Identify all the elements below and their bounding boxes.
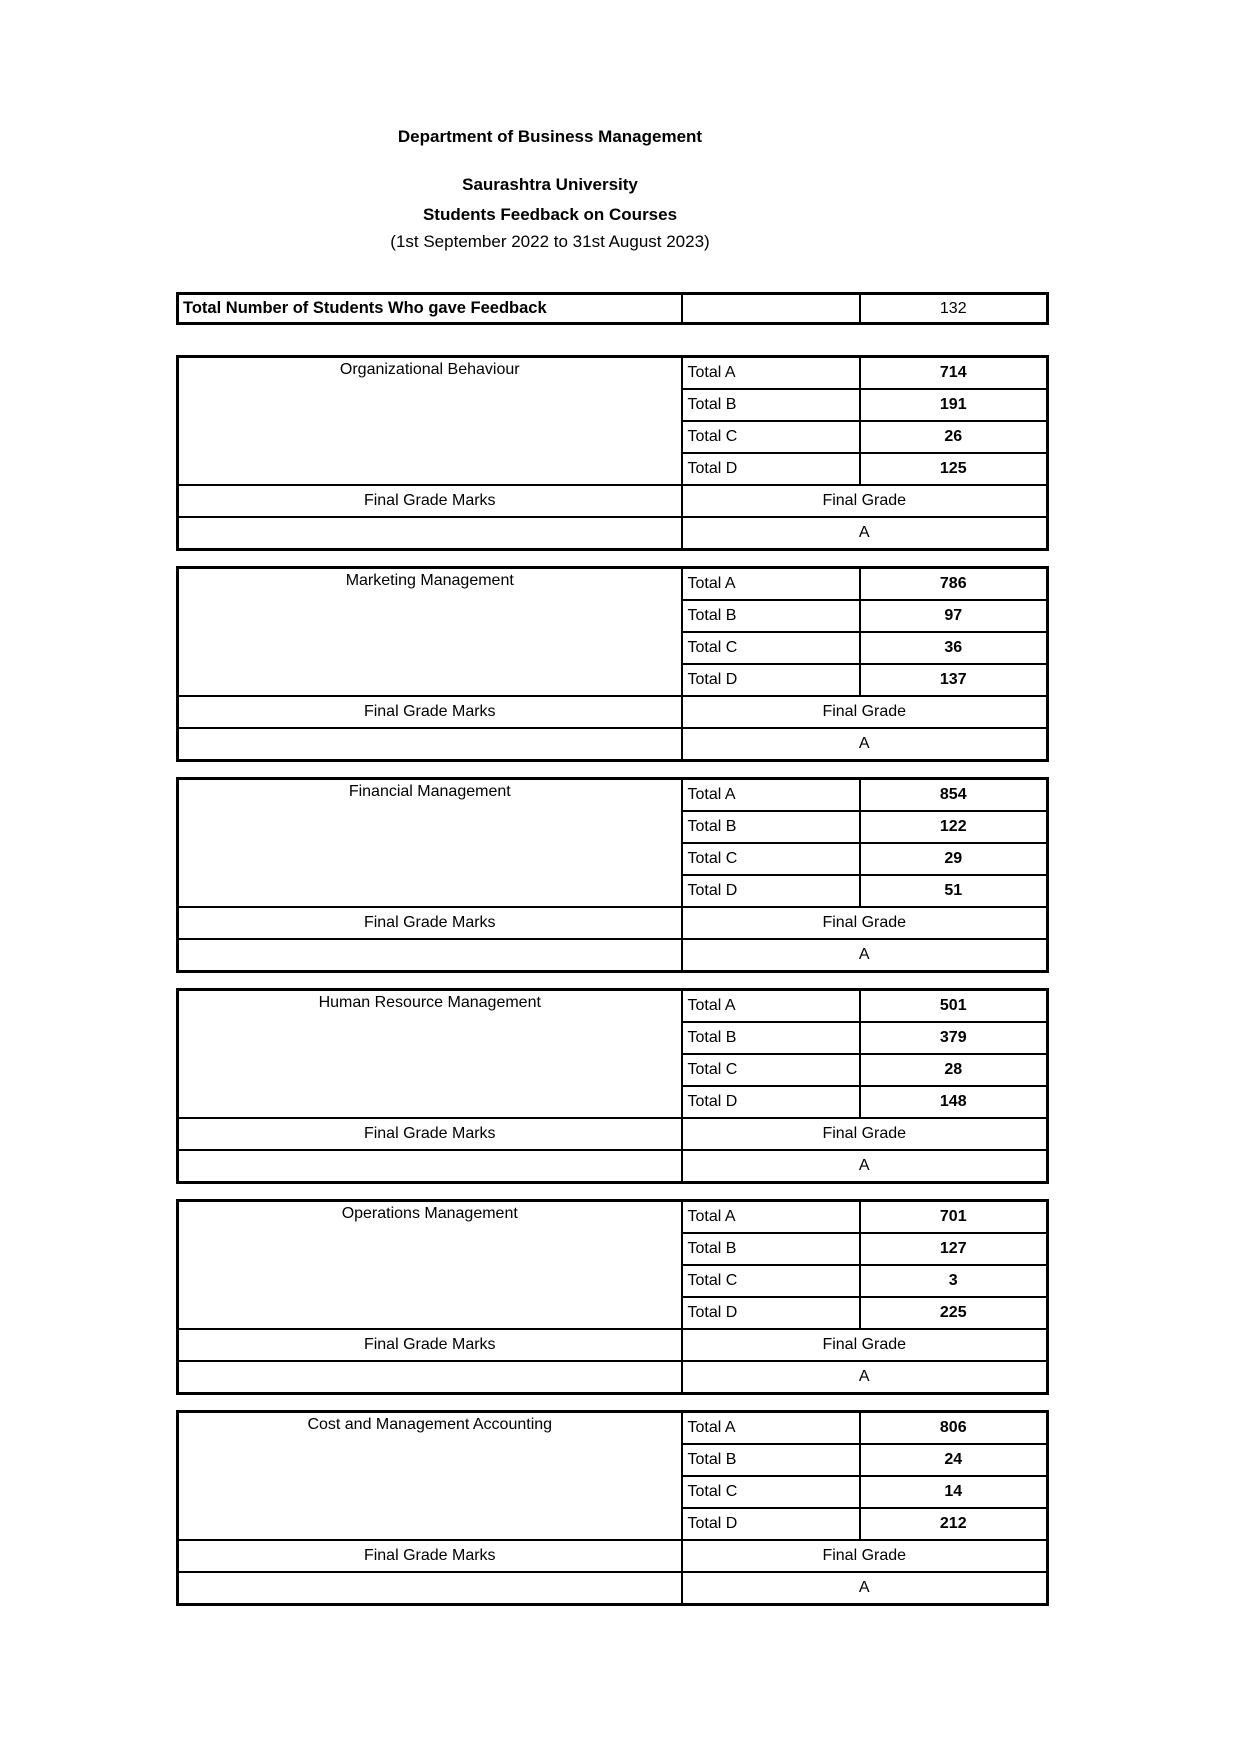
total-b-value: 122	[860, 811, 1048, 843]
final-grade-value-row	[178, 1572, 1048, 1605]
final-grade-header-row	[178, 1540, 1048, 1572]
total-c-label: Total C	[682, 1476, 860, 1508]
total-c-value: 26	[860, 421, 1048, 453]
total-c-value: 28	[860, 1054, 1048, 1086]
total-a-row	[178, 1201, 1048, 1234]
final-grade-label: Final Grade	[682, 1540, 1048, 1572]
final-grade-header-row	[178, 485, 1048, 517]
final-grade-value-row	[178, 728, 1048, 761]
final-grade-value-row	[178, 1150, 1048, 1183]
total-c-label: Total C	[682, 421, 860, 453]
total-d-value: 137	[860, 664, 1048, 696]
total-c-label: Total C	[682, 1054, 860, 1086]
university-title: Saurashtra University	[462, 175, 638, 194]
feedback-summary-table	[176, 292, 1049, 325]
total-d-value: 148	[860, 1086, 1048, 1118]
total-c-value: 29	[860, 843, 1048, 875]
total-c-value: 3	[860, 1265, 1048, 1297]
total-b-label: Total B	[682, 1022, 860, 1054]
total-a-label: Total A	[682, 357, 860, 390]
final-grade-marks-label: Final Grade Marks	[178, 485, 682, 517]
course-name: Cost and Management Accounting	[178, 1412, 682, 1541]
total-a-value: 854	[860, 779, 1048, 812]
total-d-label: Total D	[682, 664, 860, 696]
empty-cell	[178, 1150, 682, 1183]
total-d-value: 212	[860, 1508, 1048, 1540]
total-d-value: 225	[860, 1297, 1048, 1329]
total-a-value: 501	[860, 990, 1048, 1023]
total-b-label: Total B	[682, 600, 860, 632]
final-grade-label: Final Grade	[682, 485, 1048, 517]
final-grade-header-row	[178, 907, 1048, 939]
final-grade-label: Final Grade	[682, 1118, 1048, 1150]
department-title: Department of Business Management	[397, 127, 703, 146]
total-a-value: 806	[860, 1412, 1048, 1445]
total-a-value: 786	[860, 568, 1048, 601]
final-grade-value: A	[682, 728, 1048, 761]
total-a-row	[178, 357, 1048, 390]
total-a-label: Total A	[682, 1201, 860, 1234]
final-grade-value: A	[682, 1361, 1048, 1394]
report-title: Students Feedback on Courses	[422, 205, 678, 224]
total-d-label: Total D	[682, 1508, 860, 1540]
final-grade-value: A	[682, 1150, 1048, 1183]
total-a-value: 714	[860, 357, 1048, 390]
total-d-label: Total D	[682, 1086, 860, 1118]
course-name: Financial Management	[178, 779, 682, 908]
empty-cell	[682, 294, 860, 324]
total-d-value: 51	[860, 875, 1048, 907]
empty-cell	[178, 1572, 682, 1605]
course-name: Human Resource Management	[178, 990, 682, 1119]
final-grade-value-row	[178, 939, 1048, 972]
total-c-value: 14	[860, 1476, 1048, 1508]
course-feedback-table	[176, 355, 1049, 551]
empty-cell	[178, 728, 682, 761]
final-grade-value: A	[682, 1572, 1048, 1605]
total-d-value: 125	[860, 453, 1048, 485]
total-a-row	[178, 568, 1048, 601]
total-b-value: 24	[860, 1444, 1048, 1476]
final-grade-header-row	[178, 1118, 1048, 1150]
total-b-value: 191	[860, 389, 1048, 421]
total-b-label: Total B	[682, 811, 860, 843]
final-grade-value: A	[682, 939, 1048, 972]
empty-cell	[178, 517, 682, 550]
course-feedback-table	[176, 777, 1049, 973]
total-b-value: 97	[860, 600, 1048, 632]
total-d-label: Total D	[682, 453, 860, 485]
total-d-label: Total D	[682, 875, 860, 907]
total-a-label: Total A	[682, 990, 860, 1023]
total-c-value: 36	[860, 632, 1048, 664]
final-grade-value: A	[682, 517, 1048, 550]
final-grade-value-row	[178, 1361, 1048, 1394]
final-grade-header-row	[178, 696, 1048, 728]
final-grade-value-row	[178, 517, 1048, 550]
final-grade-label: Final Grade	[682, 1329, 1048, 1361]
final-grade-marks-label: Final Grade Marks	[178, 1540, 682, 1572]
total-a-row	[178, 779, 1048, 812]
final-grade-label: Final Grade	[682, 696, 1048, 728]
final-grade-label: Final Grade	[682, 907, 1048, 939]
total-c-label: Total C	[682, 1265, 860, 1297]
feedback-summary-row	[178, 294, 1048, 324]
final-grade-header-row	[178, 1329, 1048, 1361]
final-grade-marks-label: Final Grade Marks	[178, 907, 682, 939]
course-feedback-table	[176, 1410, 1049, 1606]
final-grade-marks-label: Final Grade Marks	[178, 1118, 682, 1150]
report-period: (1st September 2022 to 31st August 2023)	[390, 232, 710, 251]
feedback-summary-value: 132	[860, 294, 1048, 324]
total-b-label: Total B	[682, 389, 860, 421]
total-c-label: Total C	[682, 632, 860, 664]
course-feedback-table	[176, 988, 1049, 1184]
final-grade-marks-label: Final Grade Marks	[178, 1329, 682, 1361]
total-a-label: Total A	[682, 568, 860, 601]
total-b-label: Total B	[682, 1444, 860, 1476]
final-grade-marks-label: Final Grade Marks	[178, 696, 682, 728]
course-name: Organizational Behaviour	[178, 357, 682, 486]
total-a-label: Total A	[682, 1412, 860, 1445]
total-b-value: 127	[860, 1233, 1048, 1265]
course-name: Operations Management	[178, 1201, 682, 1330]
total-a-value: 701	[860, 1201, 1048, 1234]
total-b-value: 379	[860, 1022, 1048, 1054]
empty-cell	[178, 939, 682, 972]
empty-cell	[178, 1361, 682, 1394]
total-a-row	[178, 1412, 1048, 1445]
total-c-label: Total C	[682, 843, 860, 875]
course-feedback-table	[176, 1199, 1049, 1395]
total-d-label: Total D	[682, 1297, 860, 1329]
course-name: Marketing Management	[178, 568, 682, 697]
total-a-label: Total A	[682, 779, 860, 812]
total-a-row	[178, 990, 1048, 1023]
course-feedback-table	[176, 566, 1049, 762]
feedback-summary-label: Total Number of Students Who gave Feedback	[178, 294, 682, 324]
total-b-label: Total B	[682, 1233, 860, 1265]
